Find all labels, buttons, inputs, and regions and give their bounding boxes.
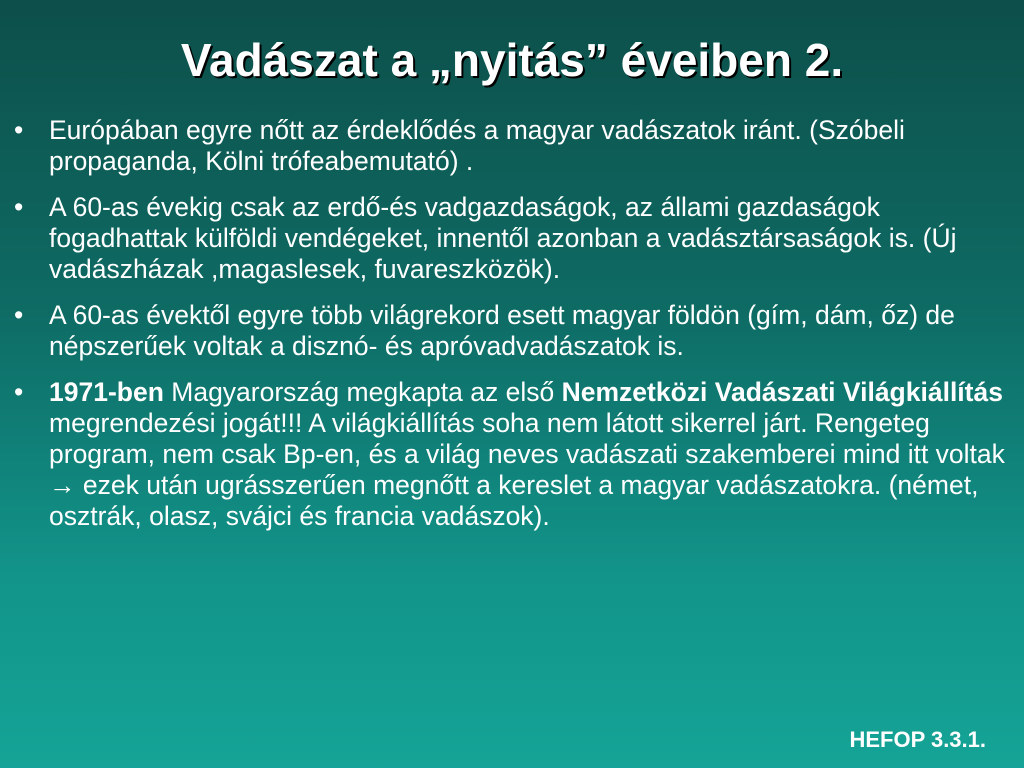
footer-project-code: HEFOP 3.3.1. (849, 727, 986, 752)
bullet-bold-year: 1971-ben (49, 377, 164, 407)
bullet-text: Európában egyre nőtt az érdeklődés a magyar vadászatok iránt. (Szóbeli propaganda, Kölni trófeabemutató) . (49, 115, 905, 176)
bullet-dot: • (14, 377, 24, 407)
bullet-text-part-2: megrendezési jogát!!! A világkiállítás soha nem látott sikerrel járt. Rengeteg program, nem csak Bp-en, és a világ neves vadászati szakemberei mind itt voltak → ezek után ugrásszerűen megnőtt a kereslet a magyar vadászatokra. (német, osztrák, olasz, svájci és francia vadászok). (49, 408, 1005, 531)
bullet-list (0, 115, 1024, 547)
bullet-dot: • (14, 300, 24, 330)
bullet-item-2 (0, 192, 1024, 285)
bullet-dot: • (14, 115, 24, 145)
slide-title: Vadászat a „nyitás” éveiben 2. (180, 34, 844, 86)
bullet-bold-event: Nemzetközi Vadászati Világkiállítás (561, 377, 1003, 407)
bullet-text: A 60-as évekig csak az erdő-és vadgazdaságok, az állami gazdaságok fogadhattak külföldi vendégeket, innentől azonban a vadásztársaságok is. (Új vadászházak ,magaslesek, fuvareszközök). (49, 192, 957, 284)
bullet-text-part-1: Magyarország megkapta az első (163, 377, 562, 407)
bullet-item-1 (0, 115, 1024, 177)
bullet-item-3 (0, 300, 1024, 362)
bullet-text: A 60-as évektől egyre több világrekord esett magyar földön (gím, dám, őz) de népszerűek voltak a disznó- és apróvadvadászatok is. (49, 300, 955, 361)
bullet-item-4 (0, 377, 1024, 532)
bullet-dot: • (14, 192, 24, 222)
